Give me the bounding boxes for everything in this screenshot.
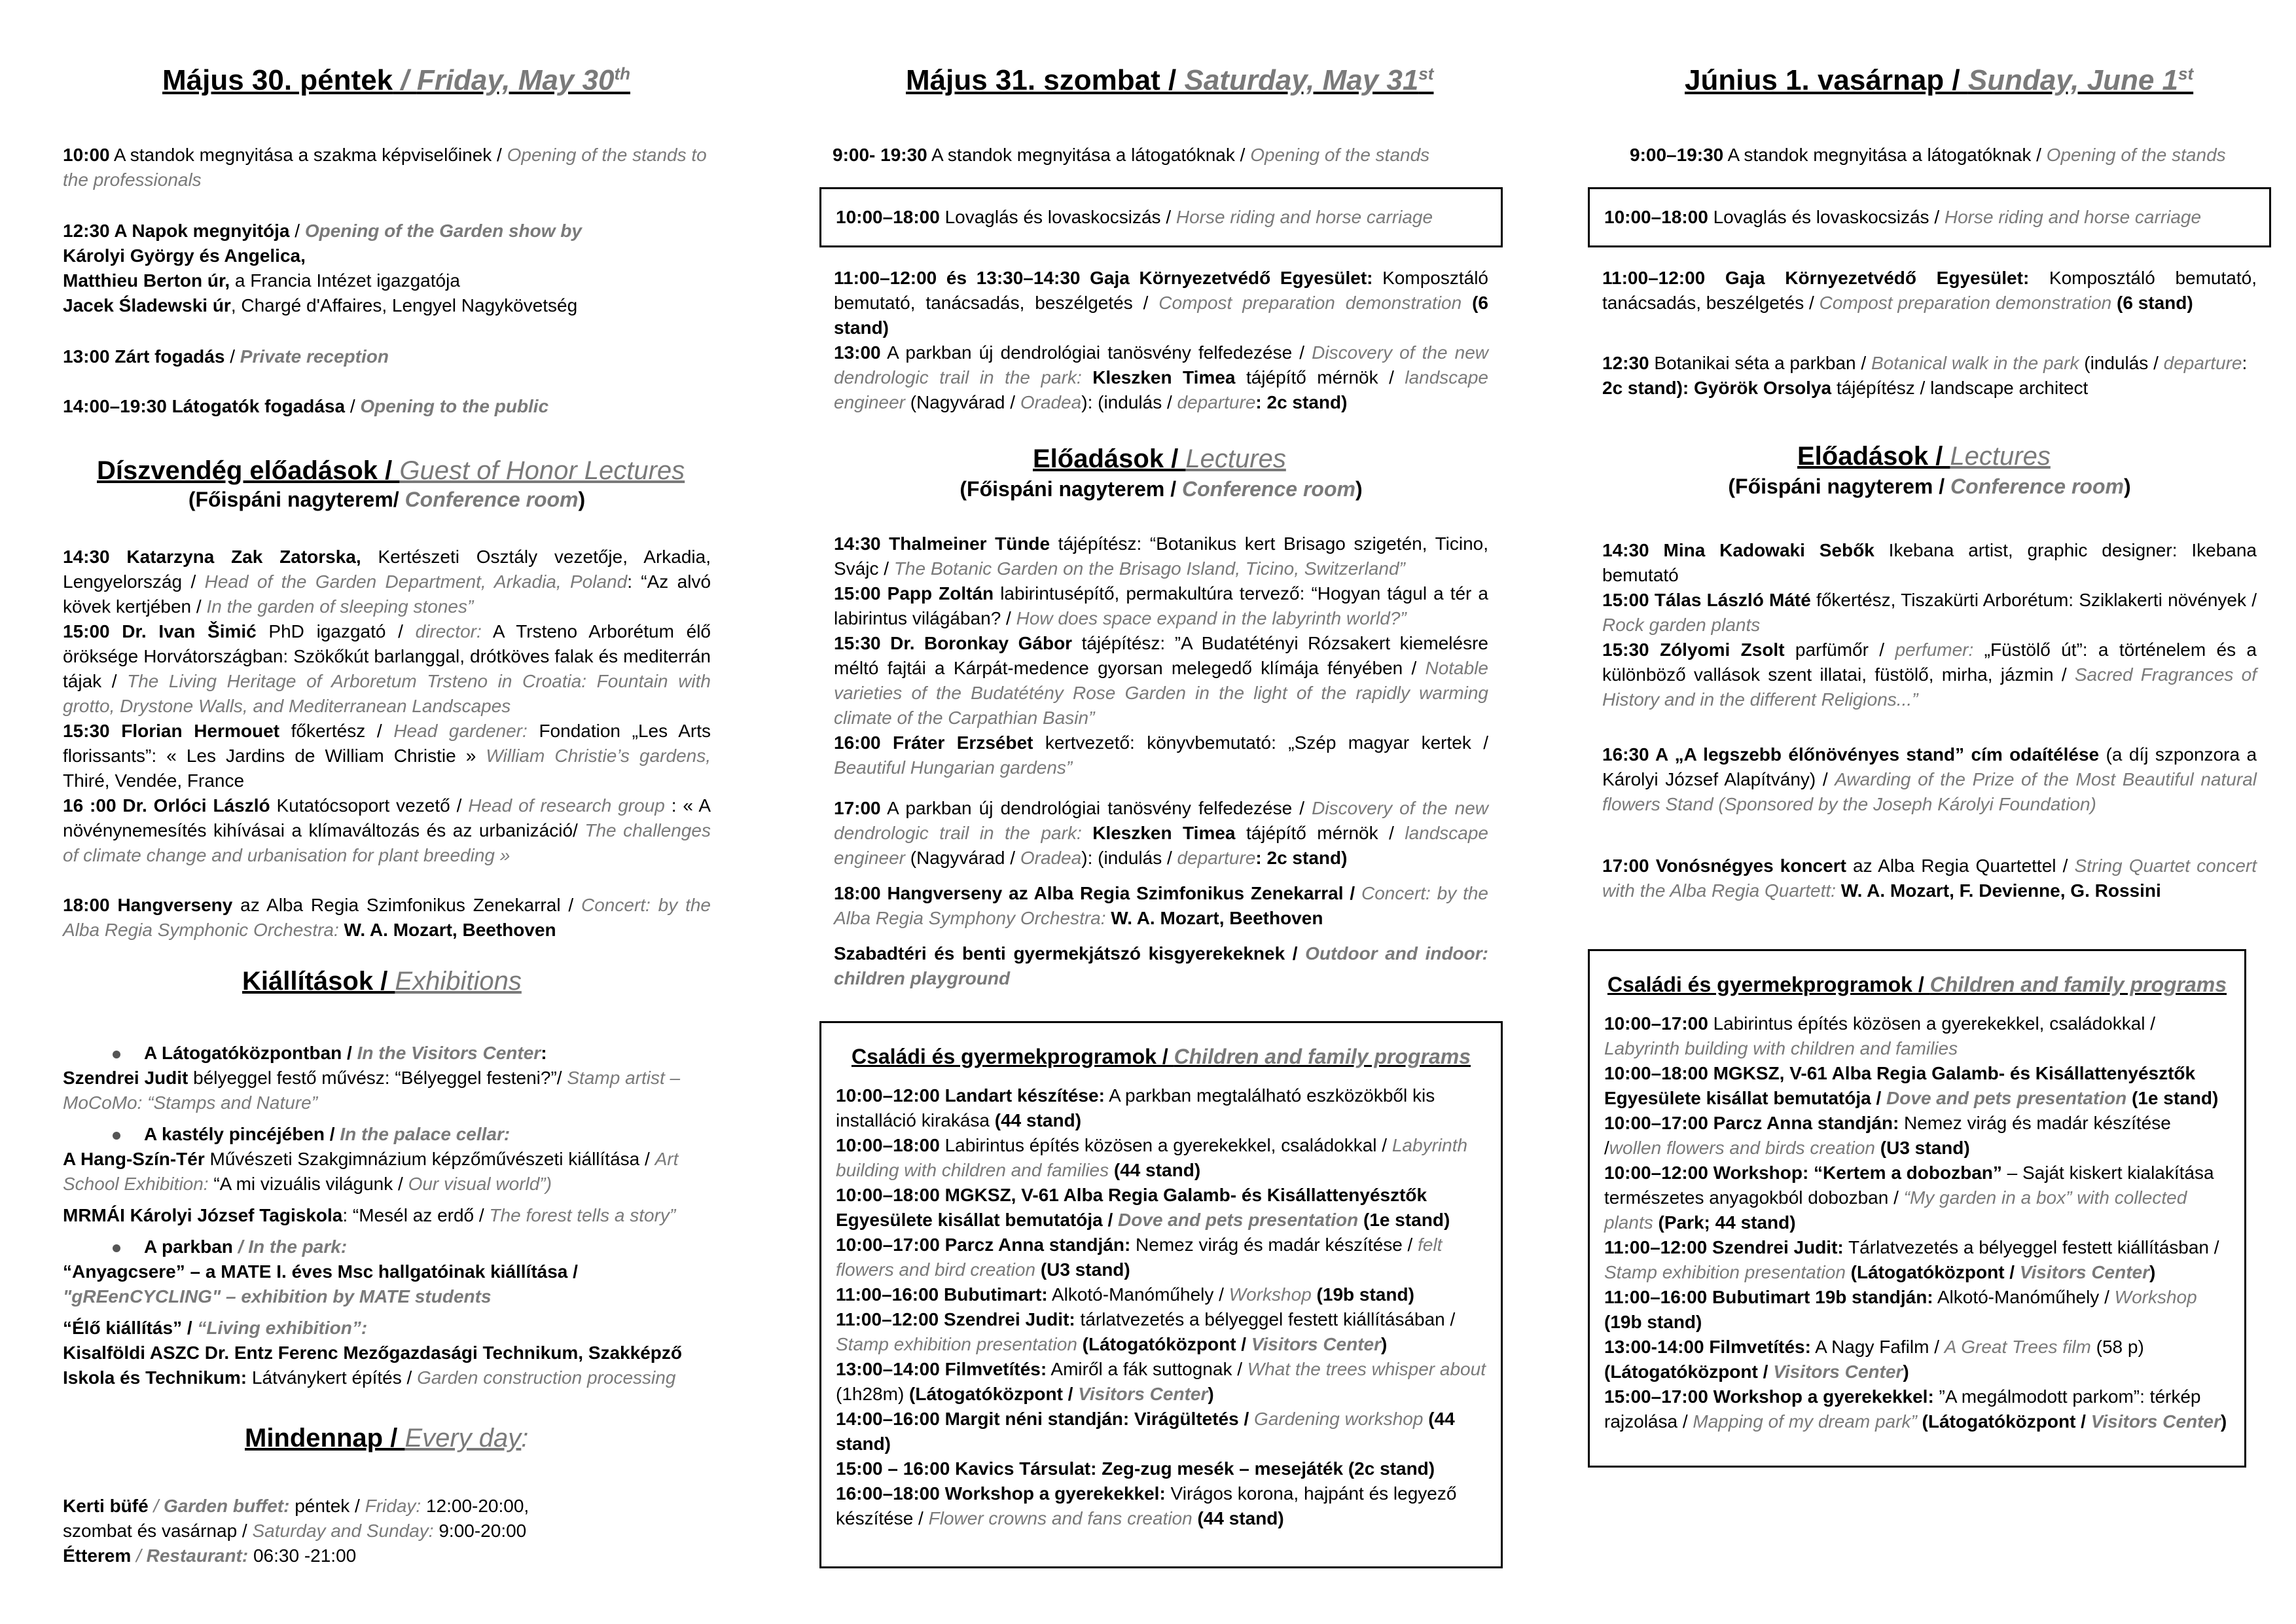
friday-exhibitions-title: Kiállítások / Exhibitions [242, 967, 522, 996]
friday-title: Május 30. péntek / Friday, May 30th [162, 63, 630, 96]
sunday-family-box [1588, 949, 2246, 1468]
friday-opening-ceremony: 12:30 A Napok megnyitója / Opening of the Garden show by Károlyi György és Angelica, Matthieu Berton úr, a Francia Intézet igazgatója Jacek Śladewski úr, Chargé d'Affaires, Lengyel Nagykövetség [63, 221, 582, 316]
saturday-lectures-title: Előadások / Lectures [1033, 444, 1286, 473]
exhibition-park: A parkban / In the park: [63, 1235, 711, 1259]
sunday-family-title: Családi és gyermekprogramok / Children and family programs [1607, 973, 2227, 996]
sunday-lectures-list: 14:30 Mina Kadowaki Sebők Ikebana artist, graphic designer: Ikebana bemutató 15:00 Tálas László Máté főkertész, Tiszakürti Arborétum: Sziklakerti növények / Rock garden plants 15:30 Zólyomi Zsolt parfümőr / perfumer: „Füstölő út”: a történelem és a különböző vallások szent illatai, füstölő, mirha, jázmin / Sacred Fragrances of History and in the different Religions...” 16:30 A „A legszebb élőnövényes stand” cím odaítélése (a díj szponzora a Károlyi József Alapítvány) / Awarding of the Prize of the Most Beautiful natural flowers Stand (Sponsored by the Joseph Károlyi Foundation) 17:00 Vonósnégyes koncert az Alba Regia Quartettel / String Quartet concert with the Alba Regia Quartett: W. A. Mozart, F. Devienne, G. Rossini [1602, 540, 2257, 901]
friday-lectures-title: Díszvendég előadások / Guest of Honor Lectures [97, 456, 685, 485]
saturday-family-title: Családi és gyermekprogramok / Children and family programs [851, 1045, 1471, 1068]
friday-lectures-room: (Főispáni nagyterem/ Conference room) [188, 488, 586, 511]
saturday-title: Május 31. szombat / Saturday, May 31st [906, 63, 1434, 96]
sunday-family-list: 10:00–17:00 Labirintus építés közösen a gyerekekkel, családokkal / Labyrinth building with children and families 10:00–18:00 MGKSZ, V-61 Alba Regia Galamb- és Kisállattenyésztők Egyesülete kisállat bemutatója / Dove and pets presentation (1e stand) 10:00–17:00 Parcz Anna standján: Nemez virág és madár készítése /wollen flowers and birds creation (U3 stand) 10:00–12:00 Workshop: “Kertem a dobozban” – Saját kiskert kialakítása természetes anyagokból dobozban / “My garden in a box” with collected plants (Park; 44 stand) 11:00–12:00 Szendrei Judit: Tárlatvezetés a bélyeggel festett kiállításban / Stamp exhibition presentation (Látogatóközpont / Visitors Center) 11:00–16:00 Bubutimart 19b standján: Alkotó-Manóműhely / Workshop (19b stand) 13:00-14:00 Filmvetítés: A Nagy Fafilm / A Great Trees film (58 p) (Látogatóközpont / Visitors Center) 15:00–17:00 Workshop a gyerekekkel: ”A megálmodott parkom”: térkép rajzolása / Mapping of my dream park” (Látogatóközpont / Visitors Center) [1604, 1013, 2227, 1432]
saturday-morning-list: 11:00–12:00 és 13:30–14:30 Gaja Környezetvédő Egyesület: Komposztáló bemutató, tanácsadás, beszélgetés / Compost preparation demonstration (6 stand) 13:00 A parkban új dendrológiai tanösvény felfedezése / Discovery of the new dendrologic trail in the park: Kleszken Timea tájépítő mérnök / landscape engineer (Nagyvárad / Oradea): (indulás / departure: 2c stand) [834, 268, 1488, 412]
friday-opening-stands: 10:00 A standok megnyitása a szakma képviselőinek / Opening of the stands to the professionals [63, 145, 707, 190]
friday-exhibitions-list: A Látogatóközpontban / In the Visitors Center: Szendrei Judit bélyeggel festő művész: “Bélyeggel festeni?”/ Stamp artist – MoCoMo: “Stamps and Nature” A kastély pincéjében / In the palace cellar: A Hang-Szín-Tér Művészeti Szakgimnázium képzőművészeti kiállítása / Art School Exhibition: “A mi vizuális világunk / Our visual world”) MRMÁI Károlyi József Tagiskola: “Mesél az erdő / The forest tells a story” A parkban / In the park: “Anyagcsere” – a MATE I. éves Msc hallgatóinak kiállítása / "gREenCYCLING" – exhibition by MATE students “Élő kiállítás” / “Living exhibition”: Kisalföldi ASZC Dr. Entz Ferenc Mezőgazdasági Technikum, Szakképző Iskola és Technikum: Látványkert építés / Garden construction processing [63, 1041, 711, 1390]
friday-everyday-list: Kerti büfé / Garden buffet: péntek / Friday: 12:00-20:00, szombat és vasárnap / Saturday and Sunday: 9:00-20:00 Étterem / Restaurant: 06:30 -21:00 [63, 1496, 529, 1566]
saturday-lectures-list: 14:30 Thalmeiner Tünde tájépítész: “Botanikus kert Brisago szigetén, Ticino, Svájc / The Botanic Garden on the Brisago Island, Ticino, Switzerland” 15:00 Papp Zoltán labirintusépítő, permakultúra tervező: “Hogyan tágul a tér a labirintus világában? / How does space expand in the labyrinth world?” 15:30 Dr. Boronkay Gábor tájépítész: ”A Budatétényi Rózsakert kiemelésre méltó fajtái a Kárpát-medence gyorsan melegedő klímája fényében / Notable varieties of the Budatétény Rose Garden in the light of the rapidly warming climate of the Carpathian Basin” 16:00 Fráter Erzsébet kertvezető: könyvbemutató: „Szép magyar kertek / Beautiful Hungarian gardens” [834, 533, 1488, 778]
friday-everyday-title: Mindennap / Every day: [245, 1424, 529, 1453]
sunday-botanical-walk: 12:30 Botanikai séta a parkban / Botanical walk in the park (indulás / departure: 2c stand): Györök Orsolya tájépítész / landscape architect [1602, 353, 2248, 398]
saturday-horse-box: 10:00–18:00 Lovaglás és lovaskocsizás / Horse riding and horse carriage [819, 187, 1503, 247]
sunday-title: Június 1. vasárnap / Sunday, June 1st [1685, 63, 2194, 96]
bullet-icon [113, 1132, 120, 1140]
sunday-opening-stands: 9:00–19:30 A standok megnyitása a látogatóknak / Opening of the stands [1630, 145, 2226, 165]
sunday-lectures-title: Előadások / Lectures [1797, 442, 2051, 471]
friday-lectures-list: 14:30 Katarzyna Zak Zatorska, Kertészeti Osztály vezetője, Arkadia, Lengyelország / Head of the Garden Department, Arkadia, Poland: “Az alvó kövek kertjében / In the garden of sleeping stones” 15:00 Dr. Ivan Šimić PhD igazgató / director: A Trsteno Arborétum élő öröksége Horvátországban: Szökőkút barlanggal, drótköves falak és mediterrán tájak / The Living Heritage of Arboretum Trsteno in Croatia: Fountain with grotto, Drystone Walls, and Mediterranean Landscapes 15:30 Florian Hermouet főkertész / Head gardener: Fondation „Les Arts florissants”: « Les Jardins de William Christie » William Christie’s gardens, Thiré, Vendée, France 16 :00 Dr. Orlóci László Kutatócsoport vezető / Head of research group : « A növénynemesítés kihívásai a klímaváltozás és az urbanizáció/ The challenges of climate change and urbanisation for plant breeding » [63, 547, 711, 865]
saturday-family-box [819, 1021, 1503, 1568]
sunday-horse-box: 10:00–18:00 Lovaglás és lovaskocsizás / Horse riding and horse carriage [1588, 187, 2271, 247]
saturday-lectures-room: (Főispáni nagyterem / Conference room) [960, 477, 1363, 501]
sunday-lectures-room: (Főispáni nagyterem / Conference room) [1728, 475, 2131, 498]
exhibition-visitors-center: A Látogatóközpontban / In the Visitors Center: [63, 1041, 711, 1066]
sunday-morning-list: 11:00–12:00 Gaja Környezetvédő Egyesület: Komposztáló bemutató, tanácsadás, beszélgetés / Compost preparation demonstration (6 stand) [1602, 268, 2257, 313]
bullet-icon [113, 1051, 120, 1058]
friday-concert: 18:00 Hangverseny az Alba Regia Szimfonikus Zenekarral / Concert: by the Alba Regia Symphonic Orchestra: W. A. Mozart, Beethoven [63, 895, 711, 940]
friday-private-reception: 13:00 Zárt fogadás / Private reception [63, 346, 389, 367]
saturday-opening-stands: 9:00- 19:30 A standok megnyitása a látogatóknak / Opening of the stands [833, 145, 1430, 165]
exhibition-palace-cellar: A kastély pincéjében / In the palace cellar: [63, 1122, 711, 1147]
friday-public-opening: 14:00–19:30 Látogatók fogadása / Opening to the public [63, 396, 549, 416]
saturday-afternoon-list: 17:00 A parkban új dendrológiai tanösvény felfedezése / Discovery of the new dendrologic trail in the park: Kleszken Timea tájépítő mérnök / landscape engineer (Nagyvárad / Oradea): (indulás / departure: 2c stand) 18:00 Hangverseny az Alba Regia Szimfonikus Zenekarral / Concert: by the Alba Regia Symphony Orchestra: W. A. Mozart, Beethoven Szabadtéri és benti gyermekjátszó kisgyerekeknek / Outdoor and indoor: children playground [834, 798, 1488, 988]
bullet-icon [113, 1244, 120, 1252]
saturday-family-list: 10:00–12:00 Landart készítése: A parkban megtalálható eszközökből kis installáció kirakása (44 stand) 10:00–18:00 Labirintus építés közösen a gyerekekkel, családokkal / Labyrinth building with children and families (44 stand) 10:00–18:00 MGKSZ, V-61 Alba Regia Galamb- és Kisállattenyésztők Egyesülete kisállat bemutatója / Dove and pets presentation (1e stand) 10:00–17:00 Parcz Anna standján: Nemez virág és madár készítése / felt flowers and bird creation (U3 stand) 11:00–16:00 Bubutimart: Alkotó-Manóműhely / Workshop (19b stand) 11:00–12:00 Szendrei Judit: tárlatvezetés a bélyeggel festett kiállításában / Stamp exhibition presentation (Látogatóközpont / Visitors Center) 13:00–14:00 Filmvetítés: Amiről a fák suttognak / What the trees whisper about (1h28m) (Látogatóközpont / Visitors Center) 14:00–16:00 Margit néni standján: Virágültetés / Gardening workshop (44 stand) 15:00 – 16:00 Kavics Társulat: Zeg-zug mesék – mesejáték (2c stand) 16:00–18:00 Workshop a gyerekekkel: Virágos korona, hajpánt és legyező készítése / Flower crowns and fans creation (44 stand) [836, 1085, 1486, 1528]
